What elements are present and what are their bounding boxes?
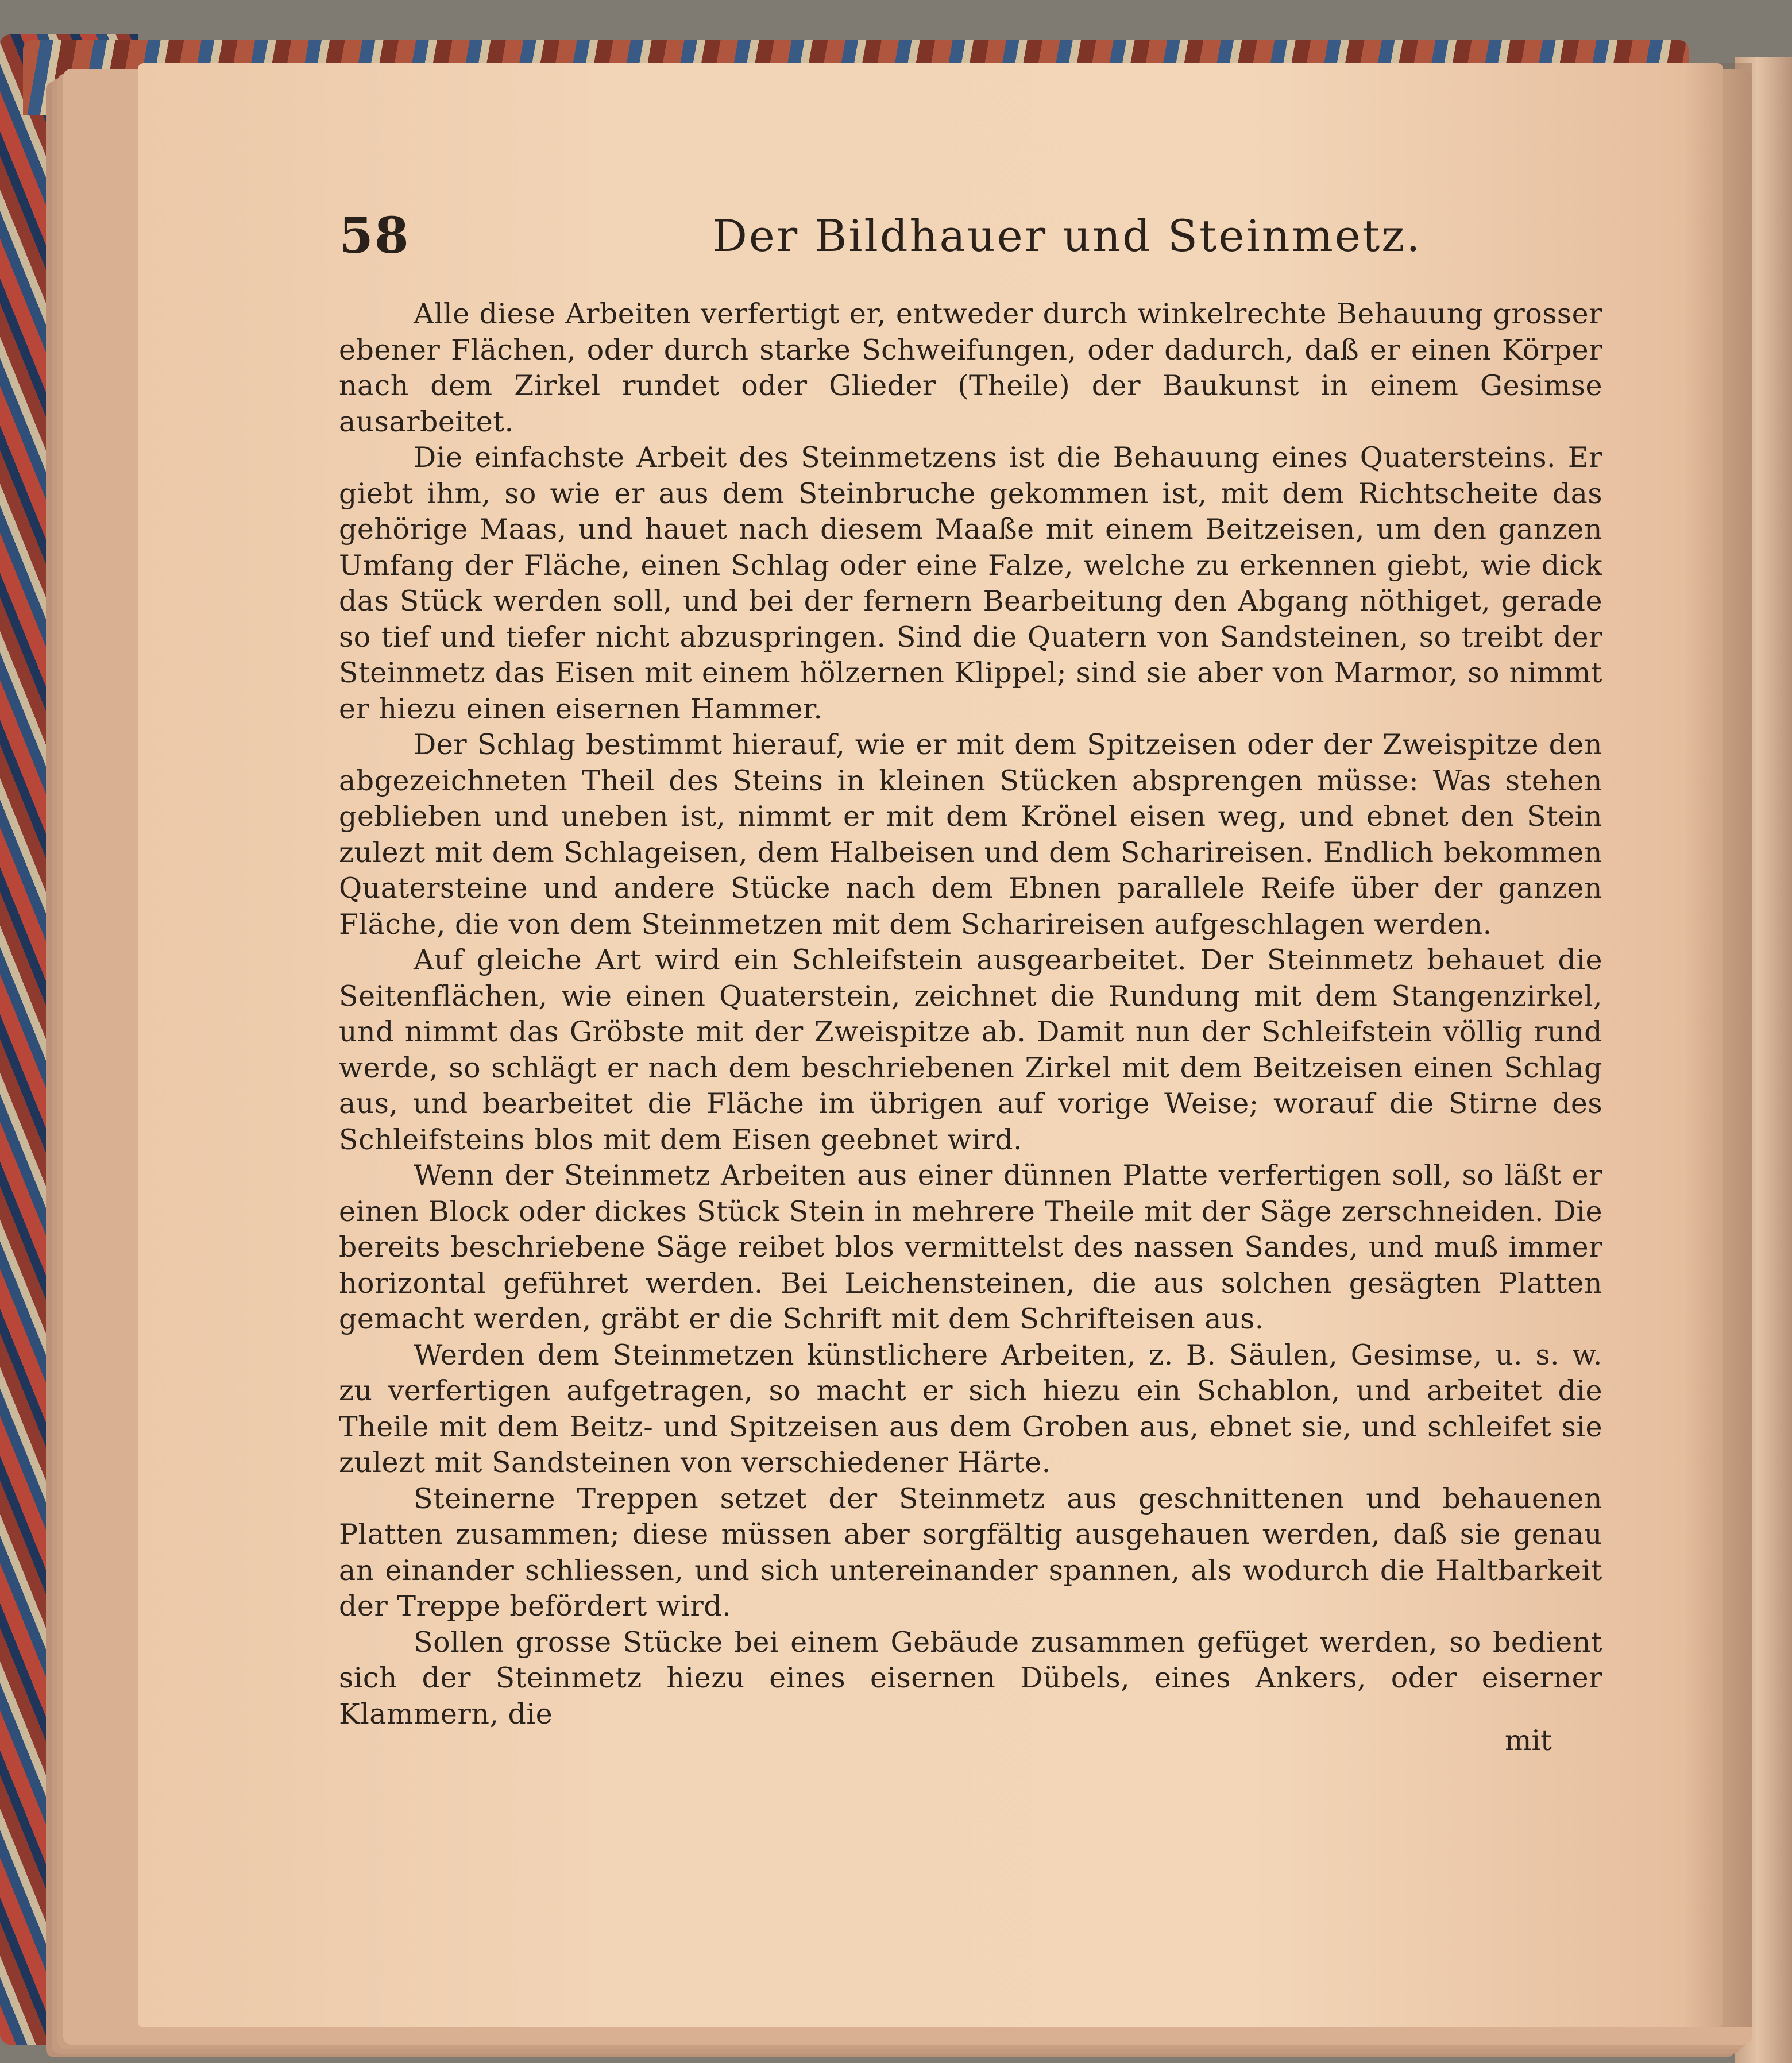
- gutter-shadow: [1683, 63, 1752, 2027]
- paragraph: Auf gleiche Art wird ein Schleifstein ausgearbeitet. Der Steinmetz behauet die Seitenflächen, wie einen Quaterstein, zeichnet die Rundung mit dem Stangenzirkel, und nimmt das Gröbste mit der Zweispitze ab. Damit nun der Schleifstein völlig rund werde, so schlägt er nach dem beschriebenen Zirkel mit dem Beitzeisen einen Schlag aus, und bearbeitet die Fläche im übrigen auf vorige Weise; worauf die Stirne des Schleifsteins blos mit dem Eisen geebnet wird.: [339, 944, 1602, 1156]
- body-text: [339, 296, 1602, 1732]
- catchword: mit: [1505, 1724, 1552, 1757]
- paragraph: Wenn der Steinmetz Arbeiten aus einer dünnen Platte verfertigen soll, so läßt er einen Block oder dickes Stück Stein in mehrere Theile mit der Säge zerschneiden. Die bereits beschriebene Säge reibet blos vermittelst des nassen Sandes, und muß immer horizontal geführet werden. Bei Leichensteinen, die aus solchen gesägten Platten gemacht werden, gräbt er die Schrift mit dem Schrifteisen aus.: [339, 1159, 1602, 1335]
- running-head: Der Bildhauer und Steinmetz.: [712, 210, 1422, 261]
- paragraph: Steinerne Treppen setzet der Steinmetz aus geschnittenen und behauenen Platten zusammen; diese müssen aber sorgfältig ausgehauen werden, daß sie genau an einander schliessen, und sich untereinander spannen, als wodurch die Haltbarkeit der Treppe befördert wird.: [339, 1482, 1602, 1622]
- page-number: 58: [339, 207, 410, 265]
- page-header: [339, 207, 1620, 276]
- paragraph: Werden dem Steinmetzen künstlichere Arbeiten, z. B. Säulen, Gesimse, u. s. w. zu verfertigen aufgetragen, so macht er sich hiezu ein Schablon, und arbeitet die Theile mit dem Beitz- und Spitzeisen aus dem Groben aus, ebnet sie, und schleifet sie zulezt mit Sandsteinen von verschiedener Härte.: [339, 1338, 1602, 1479]
- paragraph: Der Schlag bestimmt hierauf, wie er mit dem Spitzeisen oder der Zweispitze den abgezeichneten Theil des Steins in kleinen Stücken absprengen müsse: Was stehen geblieben und uneben ist, nimmt er mit dem Krönel eisen weg, und ebnet den Stein zulezt mit dem Schlageisen, dem Halbeisen und dem Scharireisen. Endlich bekommen Quatersteine und andere Stücke nach dem Ebnen parallele Reife über der ganzen Fläche, die von dem Steinmetzen mit dem Scharireisen aufgeschlagen werden.: [339, 728, 1602, 941]
- paragraph: Die einfachste Arbeit des Steinmetzens ist die Behauung eines Quatersteins. Er giebt ihm, so wie er aus dem Steinbruche gekommen ist, mit dem Richtscheite das gehörige Maas, und hauet nach diesem Maaße mit einem Beitzeisen, um den ganzen Umfang der Fläche, einen Schlag oder eine Falze, welche zu erkennen giebt, wie dick das Stück werden soll, und bei der fernern Bearbeitung den Abgang nöthiget, gerade so tief und tiefer nicht abzuspringen. Sind die Quatern von Sandsteinen, so treibt der Steinmetz das Eisen mit einem hölzernen Klippel; sind sie aber von Marmor, so nimmt er hiezu einen eisernen Hammer.: [339, 441, 1602, 725]
- paragraph: Alle diese Arbeiten verfertigt er, entweder durch winkelrechte Behauung grosser ebener Flächen, oder durch starke Schweifungen, oder dadurch, daß er einen Körper nach dem Zirkel rundet oder Glieder (Theile) der Baukunst in einem Gesimse ausarbeitet.: [339, 298, 1602, 438]
- paragraph: Sollen grosse Stücke bei einem Gebäude zusammen gefüget werden, so bedient sich der Steinmetz hiezu eines eisernen Dübels, eines Ankers, oder eiserner Klammern, die: [339, 1625, 1602, 1730]
